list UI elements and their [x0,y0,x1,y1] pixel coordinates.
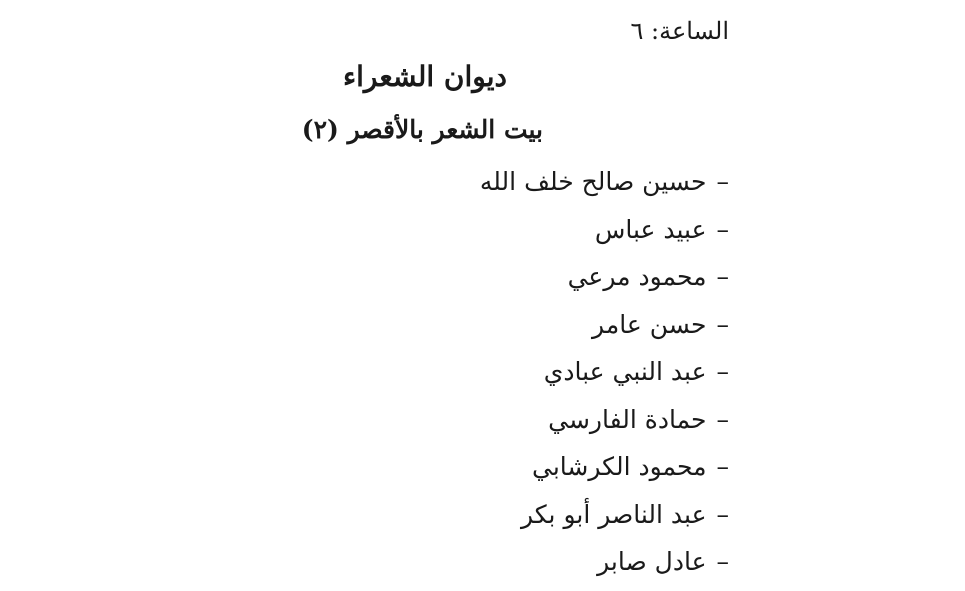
list-dash: – [716,499,729,529]
list-item [480,253,729,301]
poet-name: حسن عامر [592,309,707,339]
list-item [480,443,729,491]
list-item [480,206,729,254]
poet-name: حمادة الفارسي [548,404,707,434]
time-separator: : [651,17,660,45]
list-item [480,396,729,444]
poet-name: عبيد عباس [594,214,707,244]
subsection-title: بيت الشعر بالأقصر (٢) [301,115,543,144]
list-dash: – [716,452,729,481]
poet-name: عبد النبي عبادي [543,357,707,386]
poet-name: محمود الكرشابي [532,452,707,481]
poet-name: محمود مرعي [567,262,707,291]
list-dash: – [716,547,729,576]
list-dash: – [716,404,729,434]
time-label: الساعة [659,17,729,45]
poet-name: عبد الناصر أبو بكر [520,499,707,529]
list-item [480,158,729,206]
list-dash: – [716,167,729,196]
list-dash: – [716,357,729,386]
poet-list [480,158,729,586]
list-item [480,538,729,586]
time-value: ٦ [630,17,644,45]
list-item [480,301,729,349]
poet-name: حسين صالح خلف الله [479,167,707,196]
list-item [480,348,729,396]
poet-name: عادل صابر [597,547,707,576]
list-dash: – [716,262,729,291]
list-dash: – [716,309,729,339]
time-heading [630,14,729,48]
list-dash: – [716,214,729,244]
section-title: ديوان الشعراء [342,60,507,93]
list-item [480,491,729,539]
